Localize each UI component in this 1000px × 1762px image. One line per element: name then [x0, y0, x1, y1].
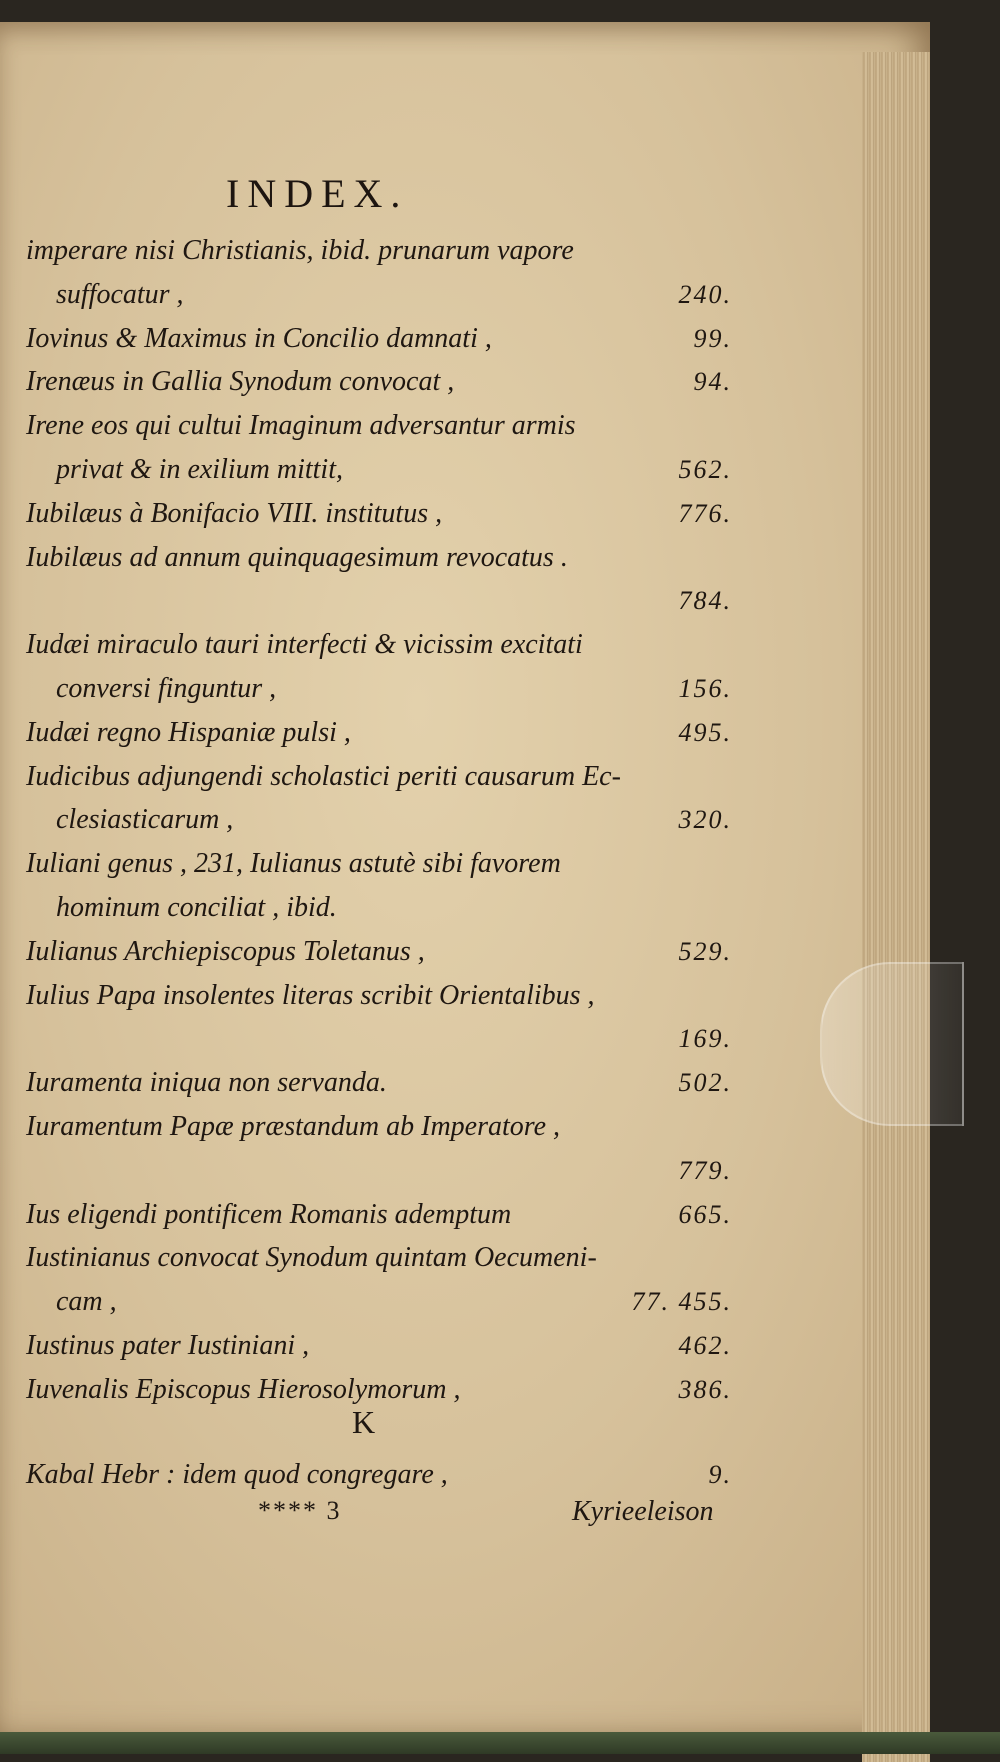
entry-page-number: 495. — [678, 717, 732, 747]
entry-page-number: 529. — [678, 936, 732, 966]
entry-text: Kabal Hebr : idem quod congregare , — [26, 1459, 448, 1490]
entry-text: Iubilæus ad annum quinquagesimum revocatus . — [26, 541, 568, 573]
entry-text: suffocatur , — [56, 278, 184, 310]
index-entry — [56, 1279, 732, 1325]
entry-page-number: 240. — [678, 279, 732, 309]
entry-text: Iudæi regno Hispaniæ pulsi , — [26, 716, 351, 748]
entry-page-number: 99. — [693, 323, 732, 353]
entry-text: privat & in exilium mittit, — [56, 454, 343, 485]
entry-page-number: 386. — [678, 1374, 732, 1404]
entry-text: Ius eligendi pontificem Romanis ademptum — [26, 1198, 512, 1230]
index-entry — [26, 973, 732, 1019]
entry-page-number: 779. — [678, 1155, 732, 1185]
background-strip — [0, 1732, 1000, 1754]
index-entry — [26, 359, 732, 405]
entry-text: Iuramenta iniqua non servanda. — [26, 1067, 387, 1099]
entry-text: imperare nisi Christianis, ibid. prunarum vapore — [26, 235, 574, 266]
index-entry — [26, 1060, 732, 1106]
entry-text: Iuvenalis Episcopus Hierosolymorum , — [26, 1373, 461, 1405]
entry-page-number: 94. — [693, 367, 732, 397]
entry-page-number: 9. — [708, 1460, 732, 1489]
entry-text: conversi finguntur , — [56, 673, 277, 704]
printer-signature: **** 3 — [258, 1496, 342, 1525]
entry-text: hominum conciliat , ibid. — [56, 892, 337, 923]
page-edges — [862, 52, 930, 1762]
index-entry — [26, 535, 732, 581]
index-entry — [26, 228, 732, 274]
entry-text: cam , — [56, 1286, 117, 1318]
index-entry — [26, 578, 732, 624]
index-entry — [26, 1323, 732, 1369]
entry-text: Iulius Papa insolentes literas scribit Orientalibus , — [26, 979, 595, 1011]
index-entry — [26, 710, 732, 756]
entry-text: Iudicibus adjungendi scholastici periti causarum Ec- — [26, 760, 621, 792]
entry-text: Irene eos qui cultui Imaginum adversantur armis — [26, 410, 576, 442]
catchword: Kyrieeleison — [572, 1496, 714, 1527]
entry-page-number: 77. 455. — [631, 1287, 732, 1317]
entry-text: Iudæi miraculo tauri interfecti & vicissim excitati — [26, 629, 583, 661]
index-entry — [26, 1148, 732, 1194]
index-entry — [26, 841, 732, 887]
entry-text: Iulianus Archiepiscopus Toletanus , — [26, 935, 425, 967]
book-page — [0, 22, 930, 1734]
entry-page-number: 665. — [678, 1199, 732, 1229]
index-entry — [26, 622, 732, 668]
index-entry — [26, 1452, 732, 1498]
entry-page-number: 502. — [678, 1068, 732, 1098]
entry-page-number: 562. — [678, 455, 732, 484]
entry-page-number: 320. — [678, 805, 732, 835]
index-entry — [56, 885, 732, 931]
page-clip-reflection — [820, 962, 964, 1126]
index-entry — [26, 1192, 732, 1238]
entry-text: clesiasticarum , — [56, 804, 234, 836]
entry-text: Iuliani genus , 231, Iulianus astutè sibi favorem — [26, 848, 561, 880]
index-entry — [26, 491, 732, 537]
index-entry — [56, 797, 732, 843]
index-entry — [56, 666, 732, 712]
index-entry — [26, 316, 732, 362]
index-entry — [26, 403, 732, 449]
entry-page-number: 776. — [678, 498, 732, 528]
entry-text: Irenæus in Gallia Synodum convocat , — [26, 366, 455, 398]
index-entry — [26, 929, 732, 975]
entry-text: Iustinianus convocat Synodum quintam Oecumeni- — [26, 1242, 597, 1274]
index-entry — [26, 1235, 732, 1281]
index-entry — [26, 1367, 732, 1413]
index-entry — [26, 1104, 732, 1150]
entry-text: Iubilæus à Bonifacio VIII. institutus , — [26, 497, 443, 529]
entry-text: Iuramentum Papæ præstandum ab Imperatore , — [26, 1111, 561, 1142]
entry-page-number: 462. — [678, 1331, 732, 1360]
entry-text: Iovinus & Maximus in Concilio damnati , — [26, 322, 492, 354]
entry-page-number: 784. — [678, 586, 732, 616]
page-title: INDEX. — [226, 171, 409, 216]
entry-text: Iustinus pater Iustiniani , — [26, 1330, 310, 1361]
index-entry — [56, 447, 732, 493]
index-entry — [26, 754, 732, 800]
entry-page-number: 156. — [678, 674, 732, 703]
section-letter: K — [352, 1404, 376, 1440]
index-entry — [56, 272, 732, 318]
entry-page-number: 169. — [678, 1024, 732, 1054]
index-entry — [26, 1016, 732, 1062]
